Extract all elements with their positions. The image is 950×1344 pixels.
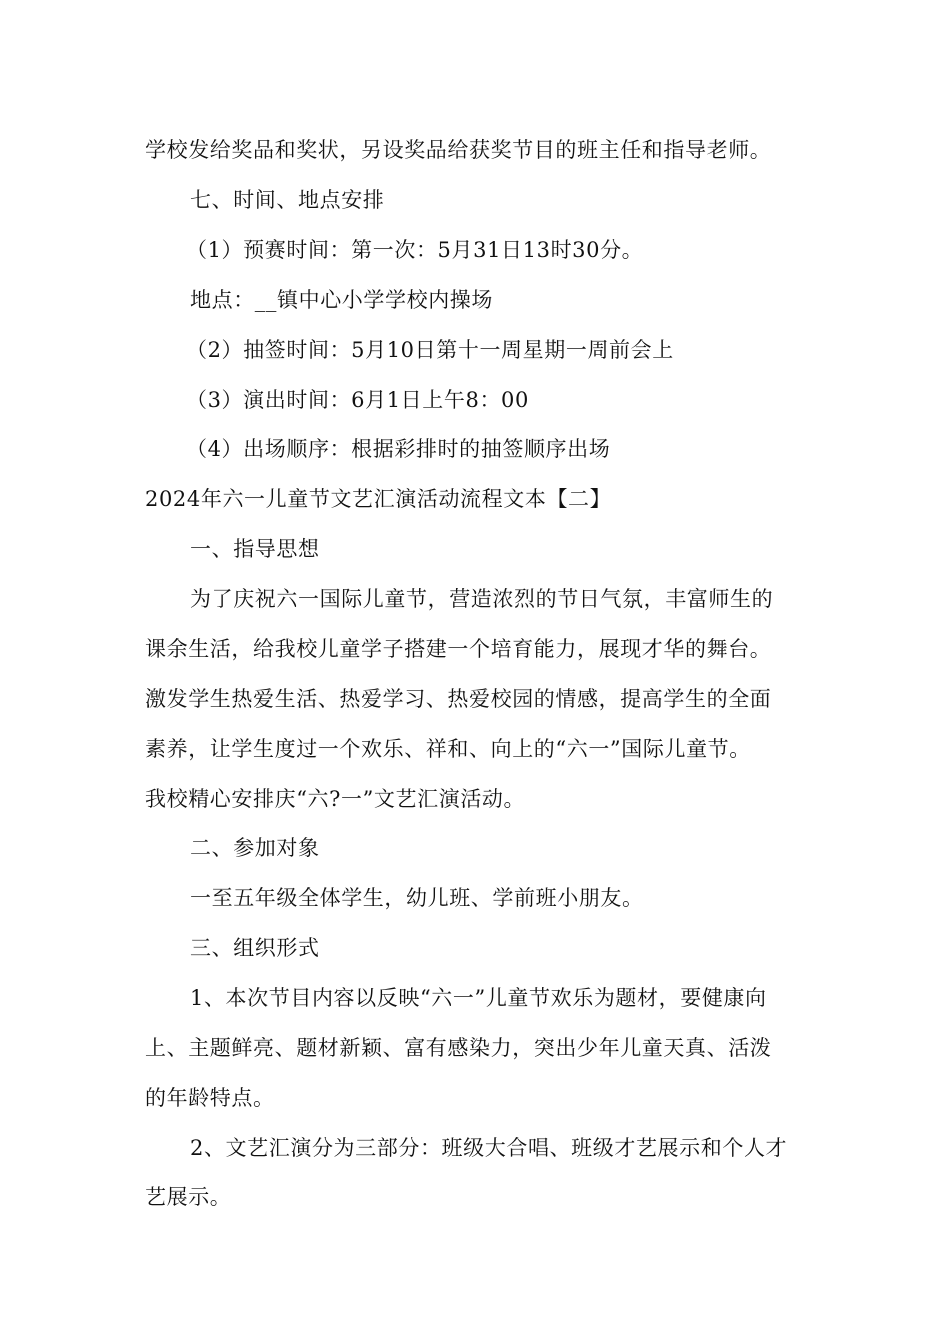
schedule-item: （4）出场顺序：根据彩排时的抽签顺序出场 <box>186 437 611 461</box>
section-heading: 二、参加对象 <box>190 836 320 860</box>
paragraph-line: 1、本次节目内容以反映“六一”儿童节欢乐为题材，要健康向 <box>190 986 767 1010</box>
paragraph-line: 一至五年级全体学生，幼儿班、学前班小朋友。 <box>190 886 644 910</box>
paragraph-line: 学校发给奖品和奖状，另设奖品给获奖节目的班主任和指导老师。 <box>145 138 772 162</box>
location-line: 地点：__镇中心小学学校内操场 <box>190 288 493 312</box>
section-heading: 三、组织形式 <box>190 936 320 960</box>
section-heading: 七、时间、地点安排 <box>190 188 385 212</box>
schedule-item: （3）演出时间：6月1日上午8：00 <box>186 388 529 412</box>
schedule-item: （2）抽签时间：5月10日第十一周星期一周前会上 <box>186 338 674 362</box>
paragraph-line: 激发学生热爱生活、热爱学习、热爱校园的情感，提高学生的全面 <box>145 687 772 711</box>
schedule-item: （1）预赛时间：第一次：5月31日13时30分。 <box>186 238 644 262</box>
paragraph-line: 2、文艺汇演分为三部分：班级大合唱、班级才艺展示和个人才 <box>190 1136 788 1160</box>
paragraph-line: 艺展示。 <box>145 1185 232 1209</box>
paragraph-line: 的年龄特点。 <box>145 1086 275 1110</box>
paragraph-line: 我校精心安排庆“六?一”文艺汇演活动。 <box>145 787 526 811</box>
paragraph-line: 课余生活，给我校儿童学子搭建一个培育能力，展现才华的舞台。 <box>145 637 772 661</box>
paragraph-line: 素养，让学生度过一个欢乐、祥和、向上的“六一”国际儿童节。 <box>145 737 751 761</box>
document-title: 2024年六一儿童节文艺汇演活动流程文本【二】 <box>145 487 612 511</box>
section-heading: 一、指导思想 <box>190 537 320 561</box>
paragraph-line: 为了庆祝六一国际儿童节，营造浓烈的节日气氛，丰富师生的 <box>190 587 774 611</box>
paragraph-line: 上、主题鲜亮、题材新颖、富有感染力，突出少年儿童天真、活泼 <box>145 1036 772 1060</box>
